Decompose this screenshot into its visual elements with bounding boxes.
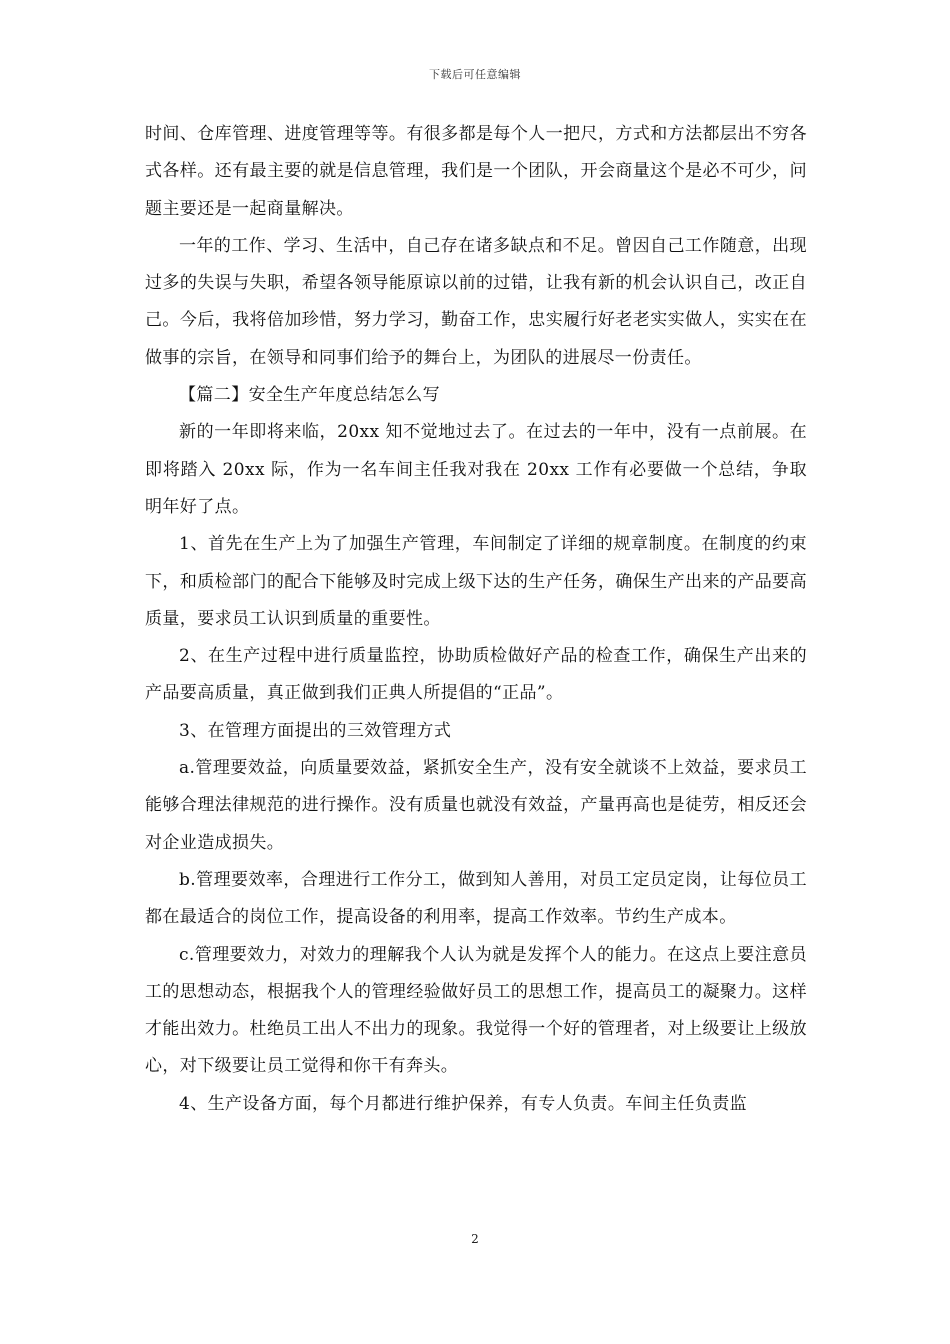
list-item: 3、在管理方面提出的三效管理方式 [179,720,452,741]
sub-list-item: c.管理要效力，对效力的理解我个人认为就是发挥个人的能力。在这点上要注意员工的思想动态，根据我个人的管理经验做好员工的思想工作，提高员工的凝聚力。这样才能出效力。杜绝员工出人不出力的现象。我觉得一个好的管理者，对上级要让上级放心，对下级要让员工觉得和你干有奔头。 [145,944,807,1077]
sub-list-item: b.管理要效率，合理进行工作分工，做到知人善用，对员工定员定岗，让每位员工都在最适合的岗位工作，提高设备的利用率，提高工作效率。节约生产成本。 [145,869,807,928]
list-item: 4、生产设备方面，每个月都进行维护保养，有专人负责。车间主任负责监 [179,1093,748,1114]
paragraph: 一年的工作、学习、生活中，自己存在诸多缺点和不足。曾因自己工作随意，出现过多的失误与失职，希望各领导能原谅以前的过错，让我有新的机会认识自己，改正自己。今后，我将倍加珍惜，努力学习，勤奋工作，忠实履行好老老实实做人，实实在在做事的宗旨，在领导和同事们给予的舞台上，为团队的进展尽一份责任。 [145,235,807,368]
paragraph-continuation: 时间、仓库管理、进度管理等等。有很多都是每个人一把尺，方式和方法都层出不穷各式各样。还有最主要的就是信息管理，我们是一个团队，开会商量这个是必不可少，问题主要还是一起商量解决。 [145,124,807,219]
page-header: 下载后可任意编辑 [429,68,521,81]
list-item: 1、首先在生产上为了加强生产管理，车间制定了详细的规章制度。在制度的约束下，和质检部门的配合下能够及时完成上级下达的生产任务，确保生产出来的产品要高质量，要求员工认识到质量的重要性。 [145,534,807,629]
list-item: 2、在生产过程中进行质量监控，协助质检做好产品的检查工作，确保生产出来的产品要高质量，真正做到我们正典人所提倡的“正品”。 [145,646,807,704]
paragraph: 新的一年即将来临，20xx 知不觉地过去了。在过去的一年中，没有一点前展。在即将踏入 20xx 际，作为一名车间主任我对我在 20xx 工作有必要做一个总结，争取明年好了点。 [145,422,807,517]
section-heading: 【篇二】安全生产年度总结怎么写 [179,385,440,406]
sub-list-item: a.管理要效益，向质量要效益，紧抓安全生产，没有安全就谈不上效益，要求员工能够合理法律规范的进行操作。没有质量也就没有效益，产量再高也是徒劳，相反还会对企业造成损失。 [145,758,807,853]
document-body [145,116,807,1123]
page-number: 2 [471,1232,479,1246]
